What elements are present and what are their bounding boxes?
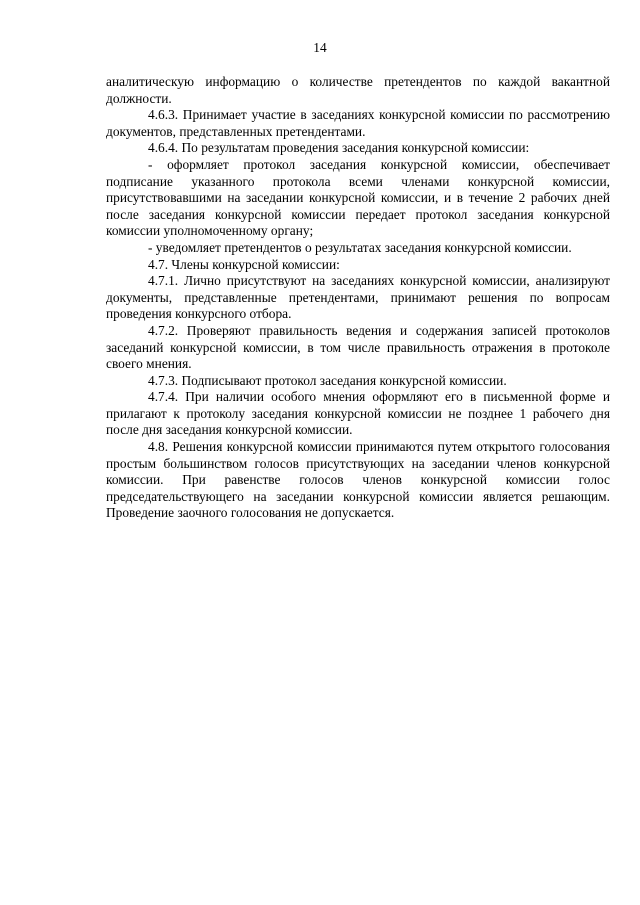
document-body [106, 74, 610, 522]
paragraph-4-7-4: 4.7.4. При наличии особого мнения оформляют его в письменной форме и прилагают к протоколу заседания конкурсной комиссии не позднее 1 рабочего дня после дня заседания конкурсной комиссии. [106, 389, 610, 438]
paragraph-4-6-4: 4.6.4. По результатам проведения заседания конкурсной комиссии: [148, 140, 530, 156]
paragraph-4-7-3: 4.7.3. Подписывают протокол заседания конкурсной комиссии. [148, 372, 507, 388]
paragraph-4-6-3: 4.6.3. Принимает участие в заседаниях конкурсной комиссии по рассмотрению документов, представленных претендентами. [106, 107, 610, 139]
paragraph-4-7-2: 4.7.2. Проверяют правильность ведения и содержания записей протоколов заседаний конкурсной комиссии, в том числе правильность отражения в протоколе своего мнения. [106, 322, 610, 372]
paragraph-continuation: аналитическую информацию о количестве претендентов по каждой вакантной должности. [106, 74, 610, 106]
list-item-notify: - уведомляет претендентов о результатах заседания конкурсной комиссии. [148, 239, 572, 255]
paragraph-4-7: 4.7. Члены конкурсной комиссии: [148, 256, 340, 272]
list-item-protocol: - оформляет протокол заседания конкурсной комиссии, обеспечивает подписание указанного протокола всеми членами конкурсной комиссии, присутствовавшими на заседании конкурсной комиссии, и в течение 2 рабочих дней после заседания конкурсной комиссии передает протокол заседания конкурсной комиссии уполномоченному органу; [106, 156, 610, 239]
page-number: 14 [313, 40, 327, 55]
paragraph-4-7-1: 4.7.1. Лично присутствуют на заседаниях конкурсной комиссии, анализируют документы, представленные претендентами, принимают решения по вопросам проведения конкурсного отбора. [106, 273, 610, 322]
paragraph-4-8: 4.8. Решения конкурсной комиссии принимаются путем открытого голосования простым большинством голосов присутствующих на заседании членов конкурсной комиссии. При равенстве голосов членов конкурсной комиссии голос председательствующего на заседании конкурсной комиссии является решающим. Проведение заочного голосования не допускается. [106, 439, 610, 521]
